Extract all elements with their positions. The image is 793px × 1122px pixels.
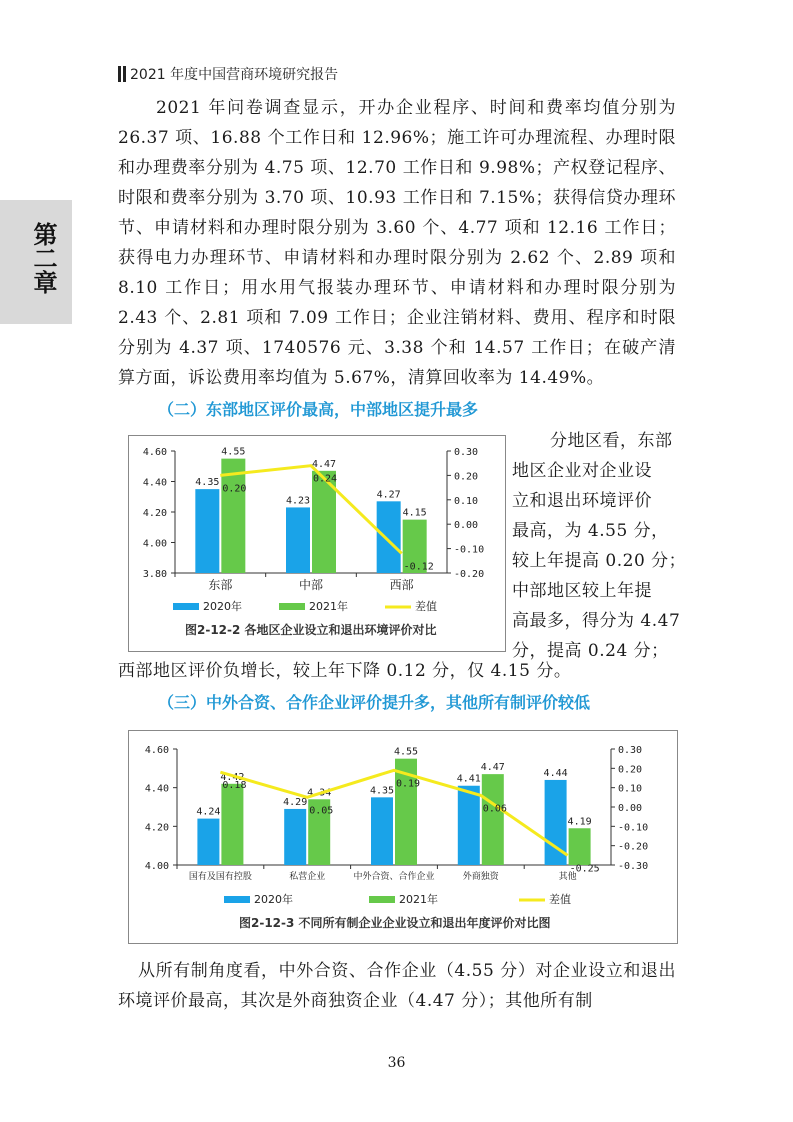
side-text-line: 高最多，得分为 4.47 (512, 611, 681, 631)
y-tick-label: 4.40 (142, 477, 167, 489)
chart-caption: 图2-12-3 不同所有制企业企业设立和退出年度评价对比图 (239, 916, 551, 930)
bar-value-label: 4.27 (376, 489, 401, 501)
page-number: 36 (387, 1055, 406, 1071)
legend-swatch-2021 (369, 896, 395, 903)
diff-value-label: 0.06 (482, 803, 507, 815)
y2-tick-label: -0.20 (454, 569, 485, 580)
x-category-label: 其他 (558, 872, 577, 882)
running-header (118, 64, 338, 84)
x-category-label: 中部 (298, 578, 324, 592)
diff-value-label: -0.25 (569, 863, 600, 875)
bar-value-label: 4.24 (196, 806, 221, 818)
side-text-line: 中部地区较上年提 (512, 581, 652, 601)
paragraph-survey-results: 2021 年问卷调查显示，开办企业程序、时间和费率均值分别为 26.37 项、16.88 个工作日和 12.96%；施工许可办理流程、办理时限和办理费率分别为 4.75 项、12.70 工作日和 9.98%；产权登记程序、时限和费率分别为 3.70 项、10.93 工作日和 7.15%；获得信贷办理环节、申请材料和办理时限分别为 3.60 个、4.77 项和 12.16 工作日；获得电力办理环节、申请材料和办理时限分别为 2.62 个、2.89 项和 8.10 工作日；用水用气报装办理环节、申请材料和办理时限分别为 2.43 个、2.81 项和 7.09 工作日；企业注销材料、费用、程序和时限分别为 4.37 项、1740576 元、3.38 个和 14.57 工作日；在破产清算方面，诉讼费用率均值为 5.67%，清算回收率为 14.49%。 (118, 98, 676, 388)
bar-value-label: 4.55 (393, 746, 419, 758)
bar-value-label: 4.35 (195, 477, 220, 489)
x-category-label: 中外合资、合作企业 (353, 872, 435, 882)
chart-ownership (128, 730, 678, 944)
chart-regions-svg (129, 436, 505, 651)
bar-value-label: 4.15 (402, 507, 427, 519)
bar-2021年 (482, 774, 504, 865)
paragraph-ownership: 从所有制角度看，中外合资、合作企业（4.55 分）对企业设立和退出环境评价最高，其次是外商独资企业（4.47 分）；其他所有制 (118, 961, 676, 1011)
chart-caption: 图2-12-2 各地区企业设立和退出环境评价对比 (185, 623, 437, 637)
bar-value-label: 4.47 (480, 762, 505, 774)
bar-value-label: 4.42 (220, 771, 245, 783)
bar-value-label: 4.47 (311, 458, 337, 470)
y-tick-label: 4.20 (142, 508, 167, 519)
bar-2020年 (195, 489, 219, 573)
legend-label-2021: 2021年 (309, 600, 348, 613)
chapter-tab (0, 200, 72, 324)
y2-tick-label: 0.00 (454, 520, 479, 532)
side-paragraph-regions (512, 426, 687, 666)
side-text-line: 较上年提高 0.20 分； (512, 551, 687, 571)
legend-swatch-2020 (173, 603, 199, 610)
y-tick-label: 4.60 (144, 745, 169, 756)
side-text-line: 分，提高 0.24 分； (512, 641, 669, 661)
diff-line (220, 466, 401, 554)
y-tick-label: 4.60 (142, 447, 167, 458)
x-category-label: 私营企业 (289, 872, 326, 882)
diff-value-label: 0.19 (396, 778, 421, 790)
y2-tick-label: 0.10 (454, 495, 479, 507)
bar-2020年 (371, 797, 393, 865)
diff-value-label: 0.05 (309, 805, 334, 817)
bar-value-label: 4.41 (456, 773, 481, 785)
bar-2021年 (221, 784, 243, 865)
y-tick-label: 4.00 (144, 861, 169, 872)
bar-2020年 (284, 809, 306, 865)
y2-tick-label: -0.20 (618, 841, 649, 853)
header-bars-icon (118, 66, 126, 82)
x-category-label: 国有及国有控股 (188, 872, 252, 882)
bar-value-label: 4.44 (543, 767, 568, 779)
diff-value-label: 0.18 (222, 780, 247, 792)
y2-tick-label: 0.00 (618, 803, 643, 814)
x-category-label: 东部 (208, 578, 233, 592)
diff-value-label: 0.24 (313, 473, 338, 485)
legend-label-2020: 2020年 (203, 600, 242, 613)
side-text-line: 地区企业对企业设 (512, 461, 652, 481)
y2-tick-label: 0.20 (618, 764, 643, 776)
y2-tick-label: 0.20 (454, 471, 479, 483)
bar-value-label: 4.23 (285, 495, 311, 507)
side-text-line: 分地区看，东部 (550, 431, 673, 451)
diff-value-label: -0.12 (403, 561, 434, 573)
side-text-line: 立和退出环境评价 (512, 491, 652, 511)
legend-label-diff: 差值 (415, 600, 437, 613)
y-tick-label: 4.40 (144, 783, 169, 795)
y2-tick-label: 0.10 (618, 783, 643, 795)
bar-2020年 (458, 786, 480, 865)
bar-value-label: 4.34 (307, 787, 332, 799)
section-heading-regions: （二）东部地区评价最高，中部地区提升最多 (158, 400, 479, 419)
y2-tick-label: -0.10 (618, 822, 649, 834)
x-category-label: 西部 (389, 578, 414, 592)
y2-tick-label: -0.30 (618, 861, 649, 872)
side-text-line: 最高，为 4.55 分， (512, 521, 669, 541)
legend-label-2021: 2021年 (399, 893, 438, 906)
bar-2020年 (197, 819, 219, 865)
x-category-label: 外商独资 (462, 872, 499, 882)
bar-2020年 (377, 501, 401, 573)
chart-ownership-svg (129, 731, 677, 943)
y2-tick-label: -0.10 (454, 544, 485, 556)
bar-value-label: 4.29 (283, 796, 308, 808)
chapter-tab-label: 第二章 (29, 222, 57, 294)
bar-value-label: 4.19 (567, 816, 592, 828)
legend-swatch-2021 (279, 603, 305, 610)
legend-label-2020: 2020年 (254, 893, 293, 906)
y-tick-label: 4.20 (144, 822, 169, 834)
legend-label-diff: 差值 (549, 893, 571, 906)
bar-2021年 (569, 828, 591, 865)
section-heading-ownership: （三）中外合资、合作企业评价提升多，其他所有制评价较低 (158, 693, 591, 712)
bar-2020年 (286, 507, 310, 573)
bar-value-label: 4.55 (221, 446, 246, 458)
y2-tick-label: 0.30 (454, 447, 479, 458)
legend-swatch-2020 (224, 896, 250, 903)
paragraph-west-region: 西部地区评价负增长，较上年下降 0.12 分，仅 4.15 分。 (118, 661, 572, 681)
chart-regions (128, 435, 506, 652)
y-tick-label: 4.00 (142, 538, 167, 550)
bar-value-label: 4.35 (369, 785, 395, 797)
header-title: 2021 年度中国营商环境研究报告 (130, 67, 339, 83)
y-tick-label: 3.80 (142, 569, 167, 580)
y2-tick-label: 0.30 (618, 745, 643, 756)
diff-value-label: 0.20 (222, 483, 247, 495)
